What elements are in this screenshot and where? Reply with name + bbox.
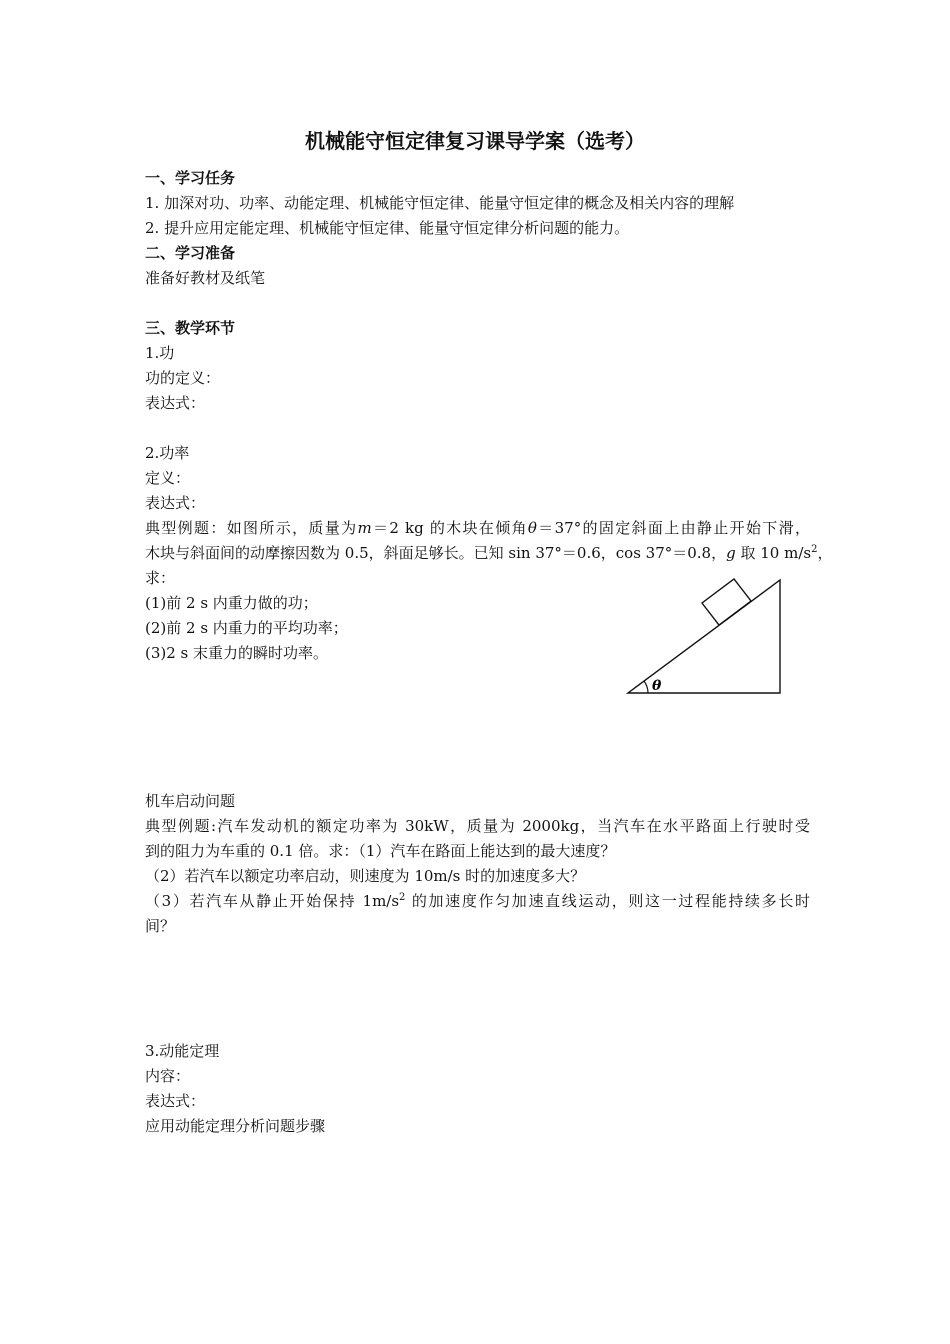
kinetic-energy-steps: 应用动能定理分析问题步骤 — [145, 1117, 326, 1135]
section-heading-preparation: 二、学习准备 — [145, 244, 236, 262]
car-example-line-3: （2）若汽车以额定功率启动，则速度为 10m/s 时的加速度多大？ — [145, 867, 586, 885]
car-start-title: 机车启动问题 — [145, 792, 236, 810]
kinetic-energy-expression: 表达式： — [145, 1092, 206, 1110]
page-title: 机械能守恒定律复习课导学案（选考） — [305, 129, 645, 153]
task-item-1: 1. 加深对功、功率、动能定理、机械能守恒定律、能量守恒定律的概念及相关内容的理解 — [145, 194, 735, 212]
work-expression: 表达式： — [145, 394, 206, 412]
power-question-3: (3)2 s 末重力的瞬时功率。 — [145, 644, 329, 662]
power-question-2: (2)前 2 s 内重力的平均功率； — [145, 619, 348, 637]
preparation-text: 准备好教材及纸笔 — [145, 269, 266, 287]
kinetic-energy-content: 内容： — [145, 1067, 191, 1085]
car-example-line-4: （3）若汽车从静止开始保持 $1m/s^2$ 的加速度作匀加速直线运动，则这一过程能持续多长时 — [145, 892, 810, 910]
power-question-1: (1)前 2 s 内重力做的功； — [145, 594, 318, 612]
block-on-incline — [702, 579, 751, 625]
incline-triangle — [628, 580, 780, 693]
car-example-line-2: 到的阻力为车重的 0.1 倍。求：（1）汽车在路面上能达到的最大速度？ — [145, 842, 616, 860]
work-definition: 功的定义： — [145, 369, 221, 387]
power-example-line-3: 求： — [145, 569, 176, 587]
power-example-line-1: 典型例题：如图所示，质量为m＝2 kg 的木块在倾角θ＝37°的固定斜面上由静止开始下滑， — [145, 519, 810, 537]
work-title: 1.功 — [145, 344, 175, 362]
task-item-2: 2. 提升应用定能定理、机械能守恒定律、能量守恒定律分析问题的能力。 — [145, 219, 630, 237]
kinetic-energy-title: 3.动能定理 — [145, 1042, 220, 1060]
section-heading-teaching: 三、教学环节 — [145, 319, 236, 337]
power-expression: 表达式： — [145, 494, 206, 512]
power-example-line-2: 木块与斜面间的动摩擦因数为 0.5，斜面足够长。已知 sin 37°＝0.6，cos 37°＝0.8，g 取 10 $m/s^2$， — [145, 544, 833, 562]
car-example-line-5: 间？ — [145, 917, 176, 935]
power-title: 2.功率 — [145, 444, 190, 462]
incline-diagram — [620, 565, 790, 700]
angle-arc — [644, 681, 648, 693]
power-definition: 定义： — [145, 469, 191, 487]
section-heading-tasks: 一、学习任务 — [145, 169, 236, 187]
angle-theta-label: θ — [652, 678, 662, 694]
car-example-line-1: 典型例题:汽车发动机的额定功率为 30kW，质量为 2000kg，当汽车在水平路面上行驶时受 — [145, 817, 810, 835]
